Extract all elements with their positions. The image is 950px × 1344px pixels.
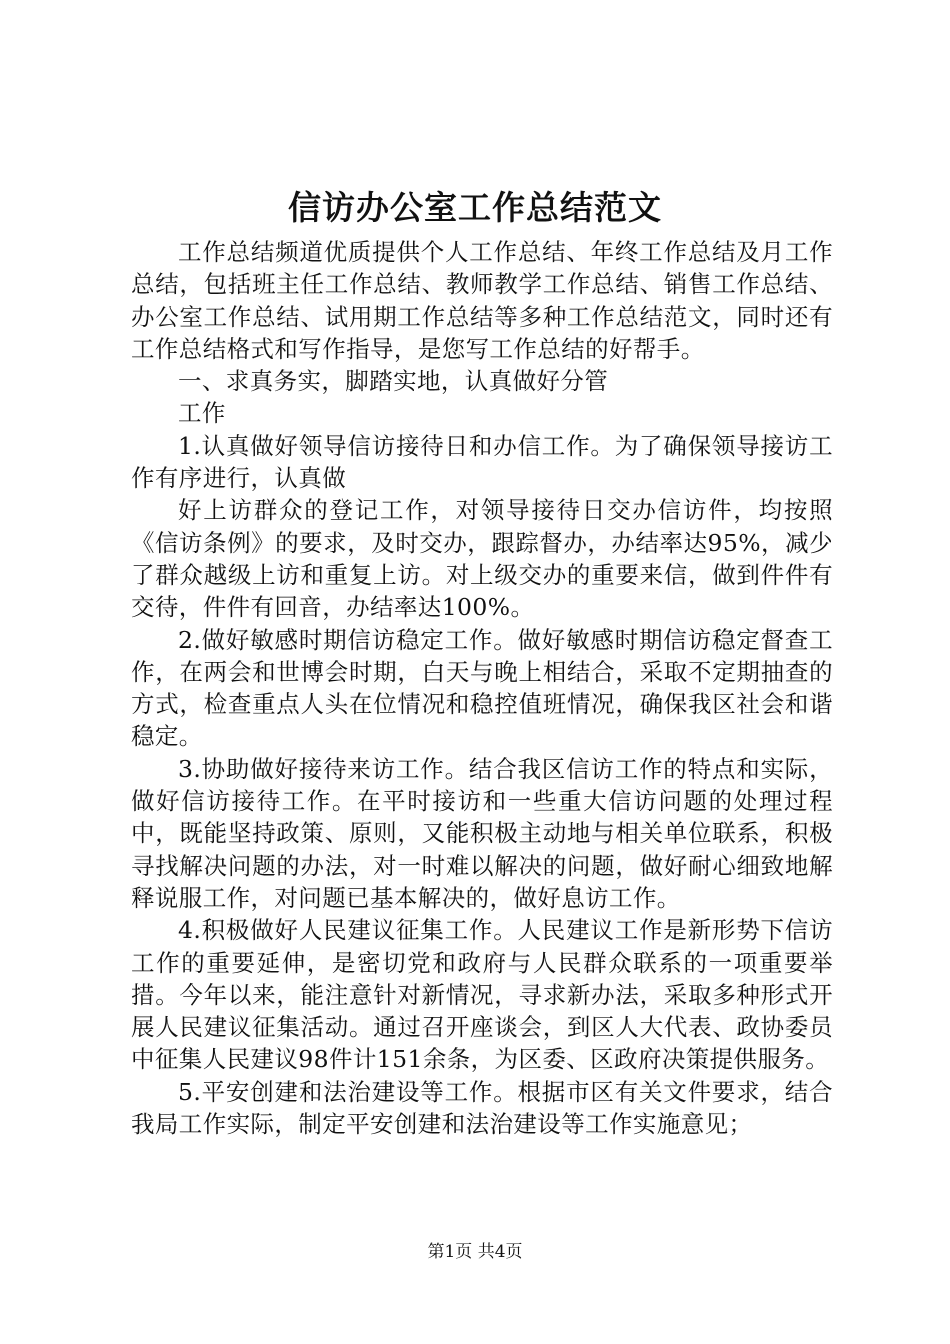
- paragraph-item-3: 3.协助做好接待来访工作。结合我区信访工作的特点和实际，做好信访接待工作。在平时接访和一些重大信访问题的处理过程中，既能坚持政策、原则，又能积极主动地与相关单位联系，积极寻找解决问题的办法，对一时难以解决的问题，做好耐心细致地解释说服工作，对问题已基本解决的，做好息访工作。: [131, 754, 833, 912]
- paragraph-item-1-continued: 好上访群众的登记工作，对领导接待日交办信访件，均按照《信访条例》的要求，及时交办，跟踪督办，办结率达95%，减少了群众越级上访和重复上访。对上级交办的重要来信，做到件件有交待，件件有回音，办结率达100%。: [131, 496, 833, 622]
- paragraph-item-5: 5.平安创建和法治建设等工作。根据市区有关文件要求，结合我局工作实际，制定平安创建和法治建设等工作实施意见；: [131, 1077, 833, 1139]
- section-heading: 一、求真务实，脚踏实地，认真做好分管: [178, 367, 609, 396]
- paragraph-intro: 工作总结频道优质提供个人工作总结、年终工作总结及月工作总结，包括班主任工作总结、教师教学工作总结、销售工作总结、办公室工作总结、试用期工作总结等多种工作总结范文，同时还有工作总结格式和写作指导，是您写工作总结的好帮手。: [131, 238, 833, 363]
- document-body: [131, 236, 833, 1140]
- page-number-footer: 第1页 共4页: [427, 1242, 523, 1262]
- section-heading-continued: 工作: [178, 399, 226, 428]
- paragraph-item-2: 2.做好敏感时期信访稳定工作。做好敏感时期信访稳定督查工作，在两会和世博会时期，白天与晚上相结合，采取不定期抽查的方式，检查重点人头在位情况和稳控值班情况，确保我区社会和谐稳定。: [131, 625, 833, 751]
- document-title: 信访办公室工作总结范文: [288, 188, 662, 227]
- paragraph-item-1: 1.认真做好领导信访接待日和办信工作。为了确保领导接访工作有序进行，认真做: [131, 431, 833, 493]
- paragraph-item-4: 4.积极做好人民建议征集工作。人民建议工作是新形势下信访工作的重要延伸，是密切党和政府与人民群众联系的一项重要举措。今年以来，能注意针对新情况，寻求新办法，采取多种形式开展人民建议征集活动。通过召开座谈会，到区人大代表、政协委员中征集人民建议98件计151余条，为区委、区政府决策提供服务。: [131, 916, 833, 1074]
